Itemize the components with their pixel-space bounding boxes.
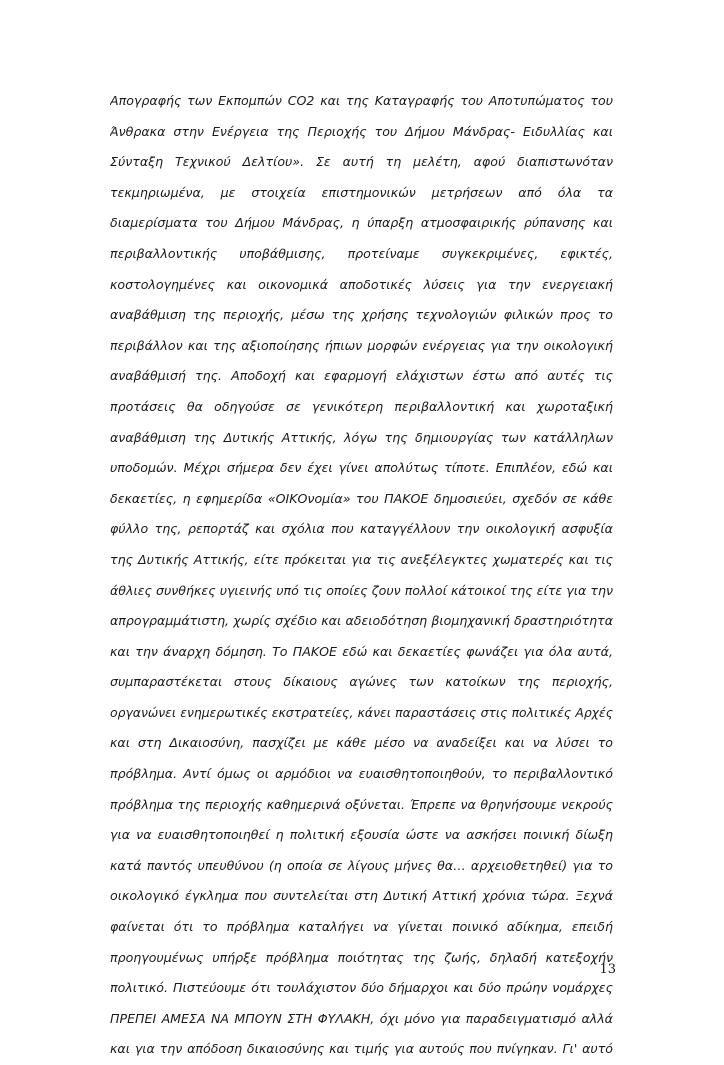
body-text [110, 86, 613, 1065]
text-line: για να ευαισθητοποιηθεί η πολιτική εξουσία ώστε να ασκήσει ποινική δίωξη [110, 827, 613, 843]
text-line: της Δυτικής Αττικής, είτε πρόκειται για τις ανεξέλεγκτες χωματερές και τις [110, 551, 613, 567]
text-line: πρόβλημα της περιοχής καθημερινά οξύνεται. Έπρεπε να θρηνήσουμε νεκρούς [110, 796, 613, 812]
text-line: πολιτικό. Πιστεύουμε ότι τουλάχιστον δύο δήμαρχοι και δύο πρώην νομάρχες [110, 980, 613, 996]
text-line: και για την απόδοση δικαιοσύνης και τιμής για αυτούς που πνίγηκαν. Γι' αυτό [110, 1041, 613, 1057]
text-line: τεκμηριωμένα, με στοιχεία επιστημονικών μετρήσεων από όλα τα [110, 184, 613, 200]
text-line: προηγουμένως υπήρξε πρόβλημα ποιότητας της ζωής, δηλαδή κατεξοχήν [110, 949, 613, 965]
text-line: διαμερίσματα του Δήμου Μάνδρας, η ύπαρξη ατμοσφαιρικής ρύπανσης και [110, 215, 613, 231]
text-line: δεκαετίες, η εφημερίδα «ΟΙΚΟνομία» του ΠΑΚΟΕ δημοσιεύει, σχεδόν σε κάθε [110, 490, 613, 506]
text-line: φαίνεται ότι το πρόβλημα καταλήγει να γίνεται ποινικό αδίκημα, επειδή [110, 919, 613, 935]
text-line: υποδομών. Μέχρι σήμερα δεν έχει γίνει απολύτως τίποτε. Επιπλέον, εδώ και [110, 460, 613, 476]
text-line: προτάσεις θα οδηγούσε σε γενικότερη περιβαλλοντική και χωροταξική [110, 398, 613, 414]
text-line: και στη Δικαιοσύνη, πασχίζει με κάθε μέσο να αναδείξει και να λύσει το [110, 735, 613, 751]
text-line: οργανώνει ενημερωτικές εκστρατείες, κάνει παραστάσεις στις πολιτικές Αρχές [110, 704, 613, 720]
text-line: Άνθρακα στην Ενέργεια της Περιοχής του Δήμου Μάνδρας- Ειδυλλίας και [110, 123, 613, 139]
text-line: κατά παντός υπευθύνου (η οποία σε λίγους μήνες θα… αρχειοθετηθεί) για το [110, 857, 613, 873]
text-line: πρόβλημα. Αντί όμως οι αρμόδιοι να ευαισθητοποιηθούν, το περιβαλλοντικό [110, 766, 613, 782]
text-line: Απογραφής των Εκπομπών CO2 και της Καταγραφής του Αποτυπώματος του [110, 93, 613, 108]
text-line: οικολογικό έγκλημα που συντελείται στη Δυτική Αττική χρόνια τώρα. Ξεχνά [110, 888, 613, 904]
text-line: άθλιες συνθήκες υγιεινής υπό τις οποίες ζουν πολλοί κάτοικοί της είτε για την [110, 582, 613, 598]
text-line: αναβάθμιση της Δυτικής Αττικής, λόγω της δημιουργίας των κατάλληλων [110, 429, 613, 445]
text-line: απρογραμμάτιστη, χωρίς σχέδιο και αδειοδότηση βιομηχανική δραστηριότητα [110, 613, 613, 629]
text-line: περιβαλλοντικής υποβάθμισης, προτείναμε συγκεκριμένες, εφικτές, [110, 245, 613, 261]
page-number: 13 [599, 962, 616, 977]
text-line: ΠΡΕΠΕΙ ΑΜΕΣΑ ΝΑ ΜΠΟΥΝ ΣΤΗ ΦΥΛΑΚΗ, όχι μόνο για παραδειγματισμό αλλά [110, 1010, 613, 1026]
text-line: κοστολογημένες και οικονομικά αποδοτικές λύσεις για την ενεργειακή [110, 276, 613, 292]
text-line: αναβάθμιση της περιοχής, μέσω της χρήσης τεχνολογιών φιλικών προς το [110, 307, 613, 323]
text-line: και την άναρχη δόμηση. Το ΠΑΚΟΕ εδώ και δεκαετίες φωνάζει για όλα αυτά, [110, 643, 613, 659]
text-line: περιβάλλον και της αξιοποίησης ήπιων μορφών ενέργειας για την οικολογική [110, 337, 613, 353]
text-line: αναβάθμισή της. Αποδοχή και εφαρμογή ελάχιστων έστω από αυτές τις [110, 368, 613, 384]
text-line: φύλλο της, ρεπορτάζ και σχόλια που καταγγέλλουν την οικολογική ασφυξία [110, 521, 613, 537]
text-line: Σύνταξη Τεχνικού Δελτίου». Σε αυτή τη μελέτη, αφού διαπιστωνόταν [110, 154, 613, 170]
text-line: συμπαραστέκεται στους δίκαιους αγώνες των κατοίκων της περιοχής, [110, 674, 613, 690]
